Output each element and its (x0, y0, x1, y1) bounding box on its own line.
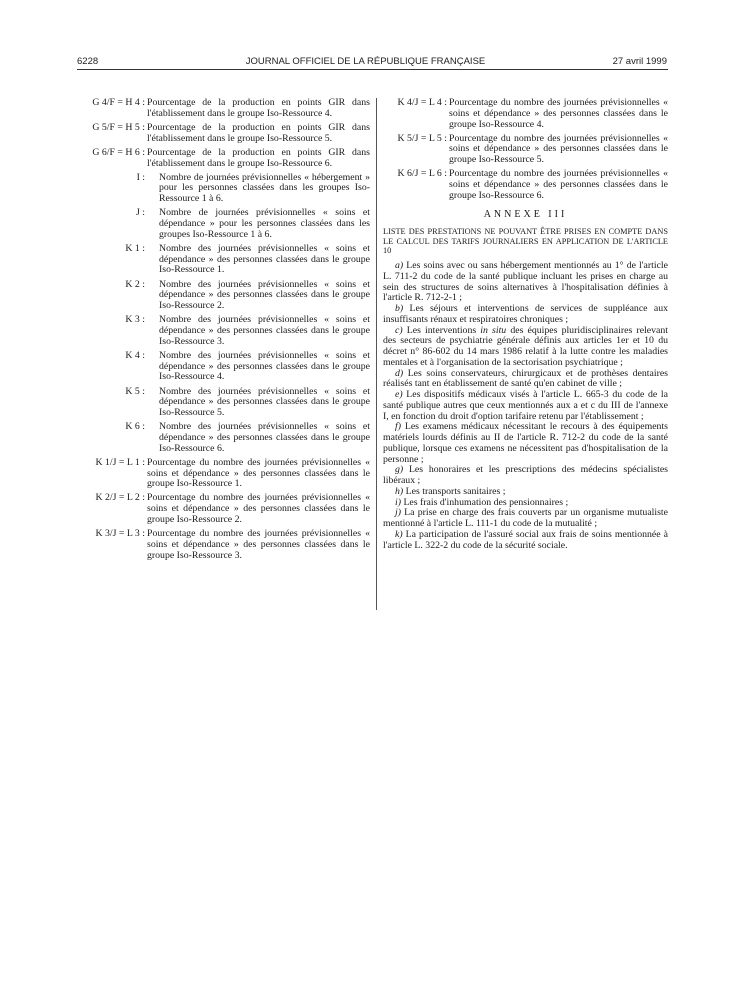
definition-text: Nombre des journées prévisionnelles « soins et dépendance » des personnes classées dans le groupe Iso-Ressource 6. (159, 421, 370, 454)
item-letter: h) (395, 485, 404, 497)
definition-entry (77, 208, 370, 240)
definition-text: Nombre des journées prévisionnelles « soins et dépendance » des personnes classées dans le groupe Iso-Ressource 5. (159, 385, 370, 419)
item-letter: g) (395, 464, 404, 476)
definition-code: J : (136, 207, 145, 219)
item-letter: b) (395, 303, 404, 315)
item-text: Les frais d'inhumation des pensionnaires ; (403, 496, 569, 508)
item-letter: j) (395, 507, 401, 519)
definition-code: K 6 : (125, 421, 145, 433)
annexe-items (383, 261, 668, 551)
annexe-item (383, 390, 668, 422)
definition-text: Pourcentage de la production en points GIR dans l'établissement dans le groupe Iso-Ressource 4. (147, 97, 370, 119)
definition-text: Pourcentage du nombre des journées prévisionnelles « soins et dépendance » des personnes classées dans le groupe Iso-Ressource 4. (449, 97, 668, 130)
annexe-subtitle: LISTE DES PRESTATIONS NE POUVANT ÊTRE PRISES EN COMPTE DANS LE CALCUL DES TARIFS JOURNALIERS EN APPLICATION DE L'ARTICLE 10 (383, 227, 668, 256)
item-letter: i) (395, 496, 401, 508)
annexe-item (383, 508, 668, 530)
left-column (77, 98, 370, 565)
item-text: Les honoraires et les prescriptions des médecins spécialistes libéraux ; (383, 464, 668, 487)
annexe-item (383, 530, 668, 552)
definition-entry (77, 315, 370, 347)
definition-entry (77, 351, 370, 383)
header-rule (77, 69, 668, 70)
annexe-title: ANNEXE III (483, 208, 568, 220)
definition-code: K 4/J = L 4 : (397, 97, 447, 108)
item-letter: c) (395, 324, 403, 336)
journal-title: JOURNAL OFFICIEL DE LA RÉPUBLIQUE FRANÇAISE (245, 56, 486, 67)
item-letter: d) (395, 367, 404, 379)
item-letter: k) (395, 528, 403, 540)
definition-entry (77, 98, 370, 120)
definition-code: K 1 : (125, 242, 145, 254)
annexe-item (383, 369, 668, 391)
definition-code: K 1/J = L 1 : (95, 456, 145, 468)
definition-text: Pourcentage de la production en points GIR dans l'établissement dans le groupe Iso-Ressource 6. (147, 146, 370, 169)
definition-entry (77, 422, 370, 454)
definition-entry (77, 458, 370, 490)
annexe-item (383, 422, 668, 465)
definition-text: Pourcentage du nombre des journées prévisionnelles « soins et dépendance » des personnes classées dans le groupe Iso-Ressource 2. (147, 492, 370, 525)
definition-text: Pourcentage du nombre des journées prévisionnelles « soins et dépendance » des personnes classées dans le groupe Iso-Ressource 5. (449, 132, 668, 166)
definition-entry (77, 493, 370, 525)
item-letter: a) (395, 260, 404, 272)
definition-text: Pourcentage de la production en points GIR dans l'établissement dans le groupe Iso-Ressource 5. (147, 121, 370, 144)
definition-entry (383, 98, 668, 130)
definition-text: Pourcentage du nombre des journées prévisionnelles « soins et dépendance » des personnes classées dans le groupe Iso-Ressource 1. (147, 456, 370, 490)
item-emphasis: in situ (480, 324, 507, 336)
right-column (383, 98, 668, 551)
definition-entry (77, 244, 370, 276)
definition-code: K 3/J = L 3 : (95, 528, 145, 540)
definition-code: K 5/J = L 5 : (397, 132, 447, 144)
item-text: Les soins conservateurs, chirurgicaux et de prothèses dentaires réalisés tant en établissement de santé qu'en cabinet de ville ; (383, 367, 668, 390)
item-letter: f) (395, 421, 401, 433)
definition-code: K 6/J = L 6 : (397, 168, 447, 180)
item-text: Les séjours et interventions de services de suppléance aux insuffisants rénaux et respiratoires chroniques ; (383, 303, 668, 325)
definition-code: K 2 : (125, 278, 145, 290)
definition-entry (383, 169, 668, 201)
item-text: des équipes pluridisciplinaires relevant des secteurs de psychiatrie générale définis aux articles 1er et 10 du décret n° 86-602 du 14 mars 1986 relatif à la lutte contre les maladies mentales et à l'organisation de la sectorisation psychiatrique ; (383, 324, 668, 368)
definition-code: I : (136, 171, 145, 183)
annexe-item (383, 465, 668, 487)
definition-code: K 5 : (125, 385, 145, 397)
definition-code: G 4/F = H 4 : (92, 97, 145, 108)
definition-text: Pourcentage du nombre des journées prévisionnelles « soins et dépendance » des personnes classées dans le groupe Iso-Ressource 6. (449, 168, 668, 201)
page-number: 6228 (77, 56, 99, 67)
definition-code: K 4 : (125, 349, 145, 361)
definition-entry (77, 529, 370, 561)
publication-date: 27 avril 1999 (612, 56, 667, 67)
definition-entry (77, 387, 370, 419)
item-text: Les transports sanitaires ; (405, 485, 506, 497)
definition-text: Nombre de journées prévisionnelles « soins et dépendance » pour les personnes classées dans les groupes Iso-Ressource 1 à 6. (159, 207, 370, 240)
definition-entry (77, 173, 370, 205)
right-definitions (383, 98, 668, 202)
definition-text: Nombre de journées prévisionnelles « hébergement » pour les personnes classées dans les groupes Iso-Ressource 1 à 6. (159, 171, 370, 205)
item-text: La prise en charge des frais couverts par un organisme mutualiste mentionné à l'article L. 111-1 du code de la mutualité ; (383, 507, 668, 530)
item-text: Les examens médicaux nécessitant le recours à des équipements matériels lourds définis au II de l'article R. 712-2 du code de la santé publique, lorsque ces examens ne nécessitent pas d'hospitalisation de la personne ; (383, 421, 668, 465)
annexe-item (383, 261, 668, 304)
annexe-item (383, 326, 668, 369)
definition-text: Nombre des journées prévisionnelles « soins et dépendance » des personnes classées dans le groupe Iso-Ressource 1. (159, 242, 370, 276)
definition-entry (383, 134, 668, 166)
item-text-prefix: Les interventions (406, 324, 481, 336)
definition-code: G 6/F = H 6 : (92, 146, 145, 158)
item-text: Les dispositifs médicaux visés à l'article L. 665-3 du code de la santé publique autres que ceux mentionnés aux a et c du III de l'annexe I, en fonction du droit d'option tarifaire retenu par l'établissement ; (383, 389, 668, 422)
definition-text: Nombre des journées prévisionnelles « soins et dépendance » des personnes classées dans le groupe Iso-Ressource 4. (159, 349, 370, 383)
item-text: Les soins avec ou sans hébergement mentionnés au 1° de l'article L. 711-2 du code de la santé publique incluant les prises en charge au sein des structures de soins alternatives à l'hospitalisation définies à l'article R. 712-2-1 ; (383, 260, 669, 304)
definition-code: K 2/J = L 2 : (95, 492, 145, 504)
definition-entry (77, 123, 370, 145)
definition-text: Pourcentage du nombre des journées prévisionnelles « soins et dépendance » des personnes classées dans le groupe Iso-Ressource 3. (147, 528, 370, 561)
column-divider (376, 98, 377, 610)
definition-entry (77, 280, 370, 312)
definition-code: K 3 : (125, 314, 145, 326)
definition-text: Nombre des journées prévisionnelles « soins et dépendance » des personnes classées dans le groupe Iso-Ressource 2. (159, 278, 370, 312)
definition-text: Nombre des journées prévisionnelles « soins et dépendance » des personnes classées dans le groupe Iso-Ressource 3. (159, 314, 370, 347)
definition-code: G 5/F = H 5 : (92, 121, 145, 133)
definition-entry (77, 148, 370, 170)
item-letter: e) (395, 389, 403, 401)
annexe-item (383, 304, 668, 326)
item-text: La participation de l'assuré social aux frais de soins mentionnée à l'article L. 322-2 du code de la sécurité sociale. (383, 528, 668, 551)
